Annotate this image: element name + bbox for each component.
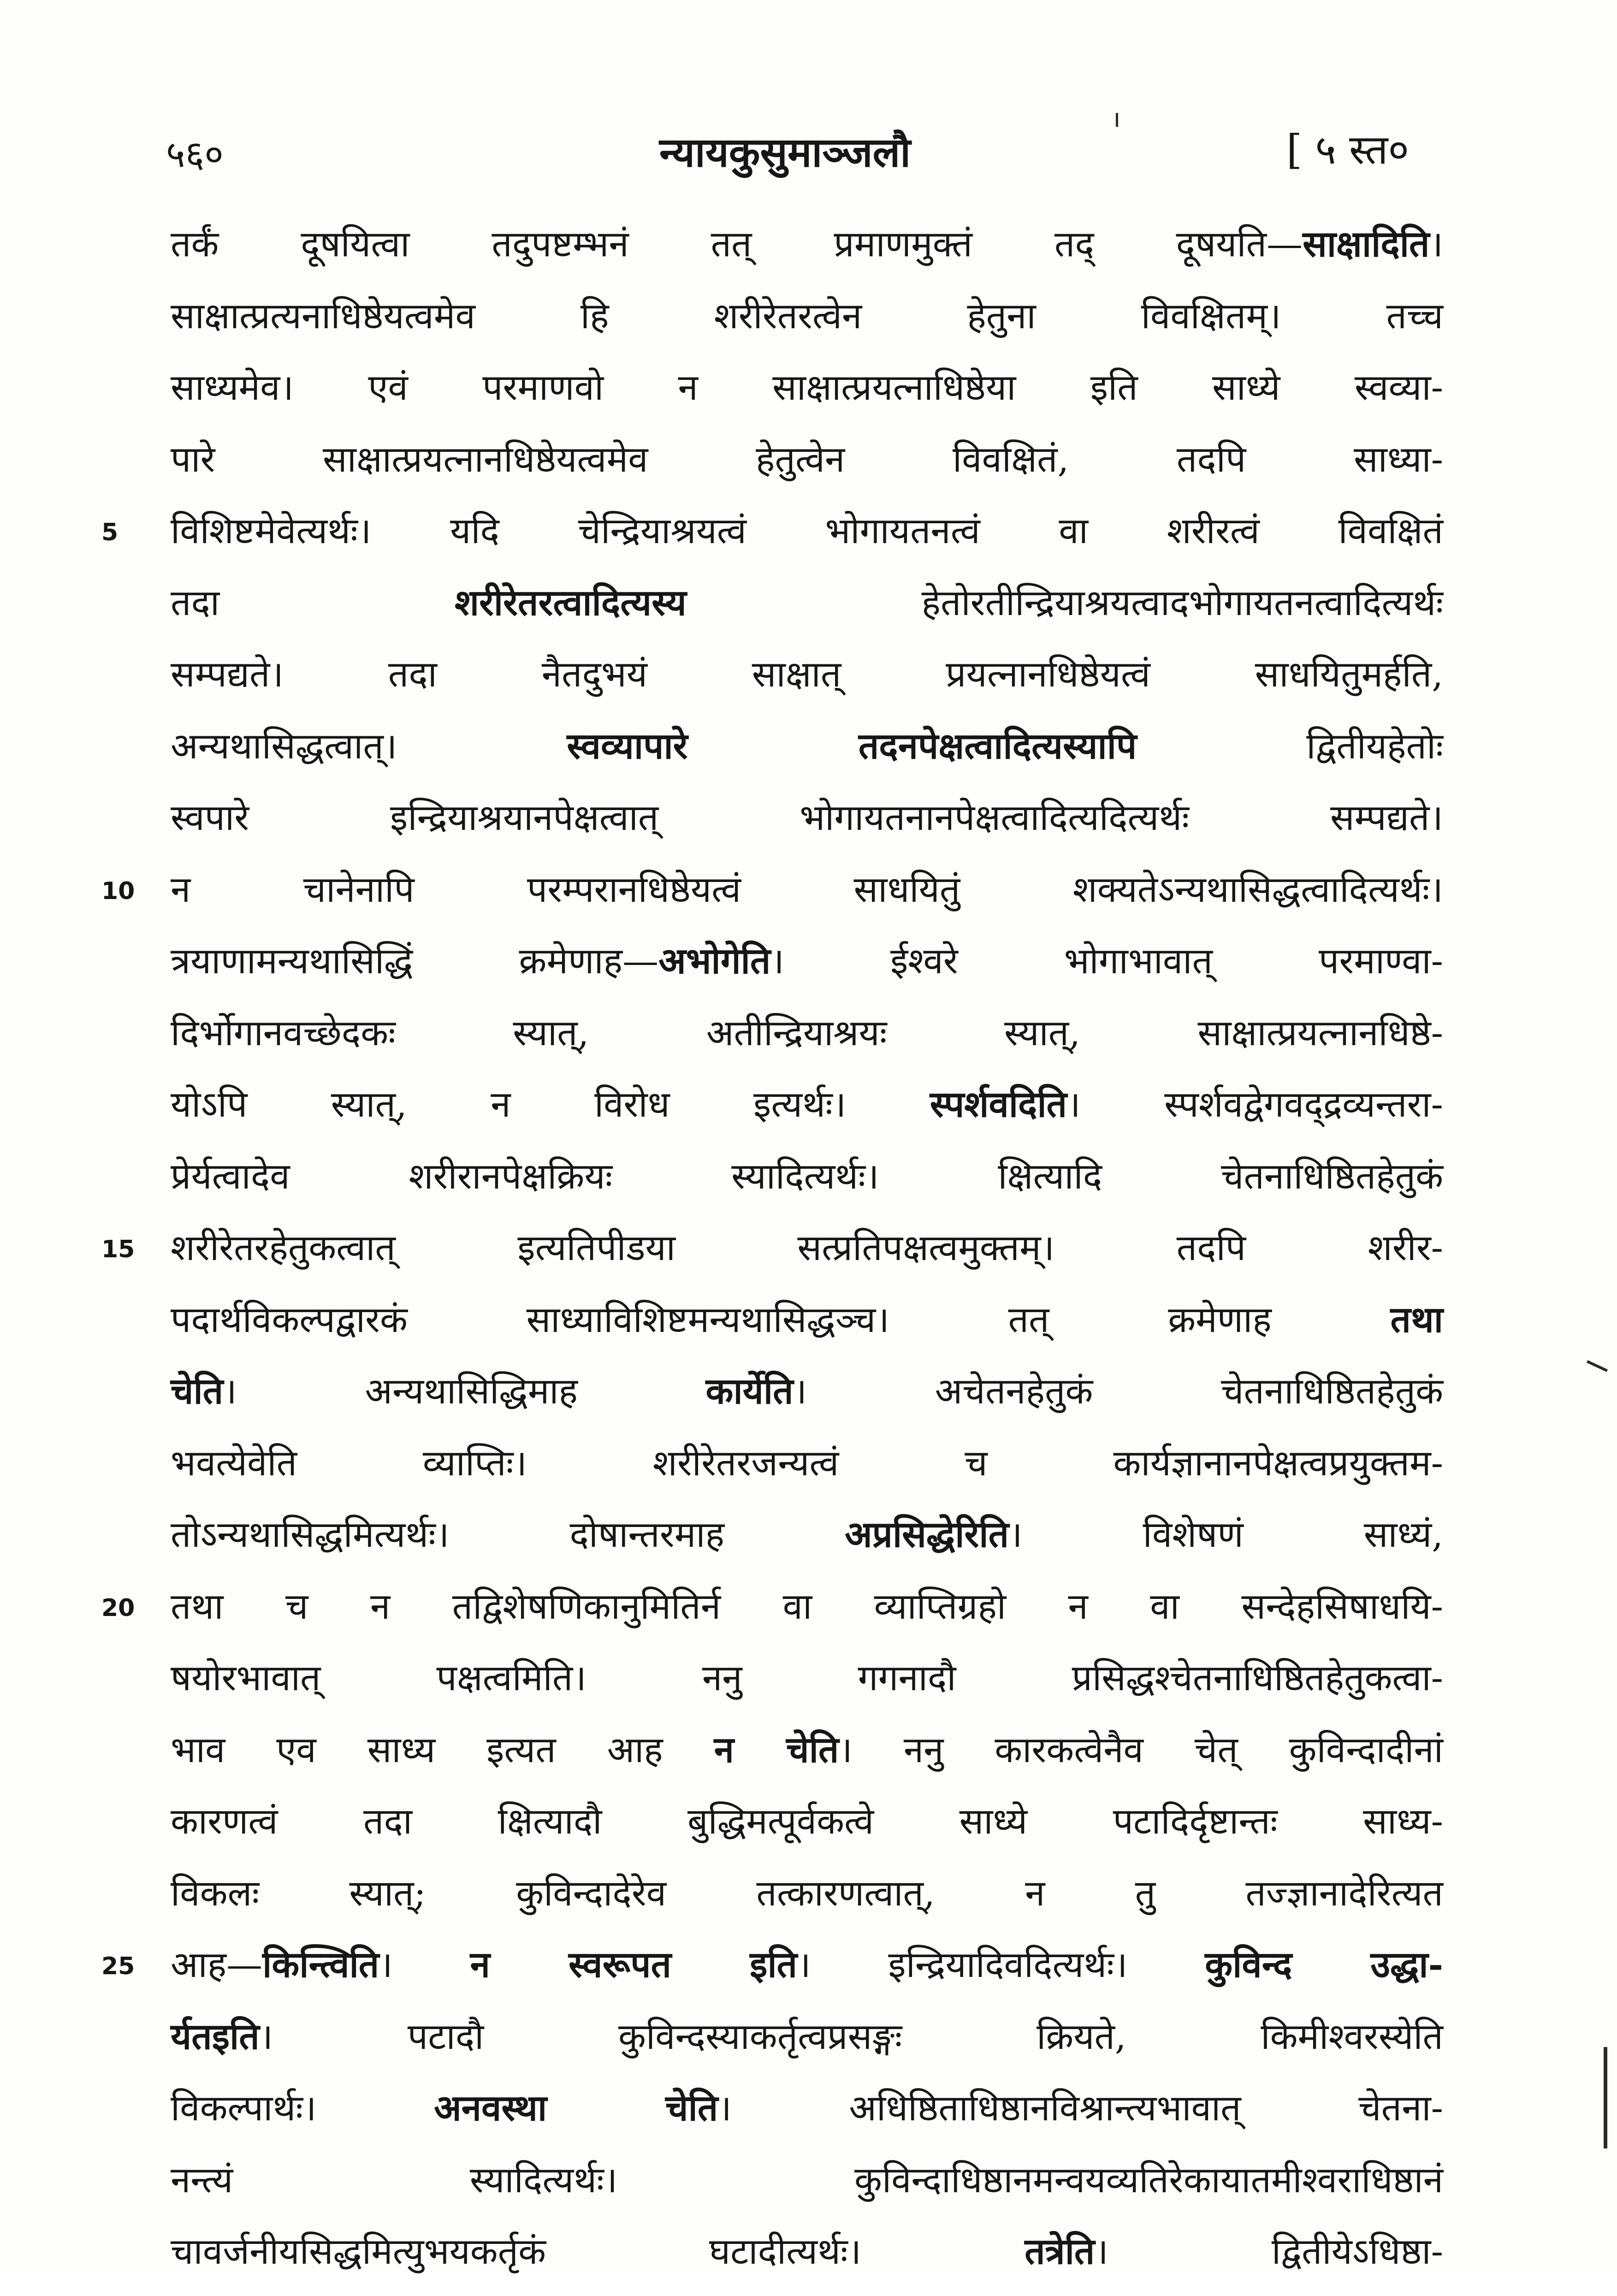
text-line — [101, 1937, 1444, 2009]
commentary-segment: भाव एव साध्य इत्यत आह — [171, 1729, 714, 1771]
lemma-text: न चेति — [714, 1728, 839, 1771]
text-line — [171, 1292, 1443, 1364]
text-line — [171, 2009, 1443, 2081]
lemma-text: तत्रेति — [1025, 2231, 1095, 2272]
text-line — [171, 2153, 1443, 2225]
page-number: ५६० — [166, 133, 224, 176]
text-line — [171, 1436, 1443, 1508]
commentary-segment: । स्पर्शवद्वेगवद्द्रव्यन्तरा- — [1067, 1084, 1443, 1125]
commentary-segment: विकल्पार्थः। — [171, 2088, 434, 2129]
text-line — [171, 1149, 1443, 1221]
commentary-segment: । ननु कारकत्वेनैव चेत् कुविन्दादीनां — [839, 1729, 1443, 1771]
commentary-segment: षयोरभावात् पक्षत्वमिति। ननु गगनादौ प्रसिद्धश्चेतनाधिष्ठितहेतुकत्वा- — [171, 1657, 1443, 1699]
commentary-segment: विकलः स्यात्; कुविन्दादेरेव तत्कारणत्वात्, न तु तज्ज्ञानादेरित्यत — [171, 1872, 1443, 1914]
commentary-segment: पारे साक्षात्प्रयत्नानधिष्ठेयत्वमेव हेतुत्वेन विवक्षितं, तदपि साध्या- — [171, 438, 1443, 480]
text-line — [171, 1651, 1443, 1722]
commentary-segment: प्रेर्यत्वादेव शरीरानपेक्षक्रियः स्यादित्यर्थः। क्षित्यादि चेतनाधिष्ठितहेतुकं — [171, 1155, 1443, 1197]
scan-edge-mark — [1587, 1360, 1608, 1372]
commentary-segment: कारणत्वं तदा क्षित्यादौ बुद्धिमत्पूर्वकत्वे साध्ये पटादिर्दृष्टान्तः साध्य- — [171, 1801, 1443, 1842]
line-number: 25 — [101, 1953, 135, 1980]
line-number: 15 — [101, 1236, 135, 1263]
commentary-segment: । पटादौ कुविन्दस्याकर्तृत्वप्रसङ्गः क्रियते, किमीश्वरस्येति — [259, 2016, 1443, 2058]
commentary-segment: । द्वितीयेऽधिष्ठा- — [1095, 2231, 1443, 2272]
lemma-text: शरीरेतरत्वादित्यस्य — [454, 581, 687, 624]
commentary-segment: । — [1429, 224, 1443, 265]
text-line — [101, 1579, 1443, 1651]
commentary-segment: । अन्यथासिद्धिमाह — [223, 1371, 706, 1412]
text-line — [171, 1507, 1443, 1579]
commentary-segment: योऽपि स्यात्, न विरोध इत्यर्थः। — [171, 1084, 930, 1125]
commentary-segment: । — [379, 1944, 470, 1986]
commentary-segment: । इन्द्रियादिवदित्यर्थः। — [797, 1944, 1205, 1986]
text-line — [171, 289, 1443, 361]
commentary-segment: । अचेतनहेतुकं चेतनाधिष्ठितहेतुकं — [793, 1371, 1443, 1412]
text-line — [171, 1722, 1443, 1794]
lemma-text: साक्षादिति — [1303, 223, 1430, 265]
text-line — [171, 1866, 1443, 1938]
scan-edge-mark — [1116, 113, 1118, 127]
lemma-text: चेति — [171, 1370, 224, 1412]
section-marker: [ ५ स्त० — [1286, 126, 1410, 173]
lemma-text: अनवस्था चेति — [434, 2087, 718, 2129]
commentary-segment: नन्त्यं स्यादित्यर्थः। कुविन्दाधिष्ठानमन्वयव्यतिरेकायातमीश्वराधिष्ठानं — [171, 2159, 1443, 2201]
text-line — [171, 432, 1443, 504]
commentary-segment: भवत्येवेति व्याप्तिः। शरीरेतरजन्यत्वं च कार्यज्ञानानपेक्षत्वप्रयुक्तम- — [171, 1442, 1443, 1484]
lemma-text: अप्रसिद्धेरिति — [845, 1514, 1009, 1556]
commentary-segment: पदार्थविकल्पद्वारकं साध्याविशिष्टमन्यथासिद्धञ्च। तत् क्रमेणाह — [171, 1299, 1391, 1341]
text-line — [101, 1220, 1443, 1292]
commentary-segment: न चानेनापि परम्परानधिष्ठेयत्वं साधयितुं शक्यतेऽन्यथासिद्धत्वादित्यर्थः। — [171, 869, 1443, 911]
commentary-segment: सम्पद्यते। तदा नैतदुभयं साक्षात् प्रयत्नानधिष्ठेयत्वं साधयितुमर्हति, — [171, 654, 1443, 695]
text-line — [171, 360, 1443, 432]
commentary-segment: स्वपारे इन्द्रियाश्रयानपेक्षत्वात् भोगायतनानपेक्षत्वादित्यदित्यर्थः सम्पद्यते। — [171, 797, 1443, 839]
lemma-text: कुविन्द उद्धा- — [1205, 1944, 1444, 1986]
commentary-segment: दिर्भोगानवच्छेदकः स्यात्, अतीन्द्रियाश्रयः स्यात्, साक्षात्प्रयत्नानधिष्ठे- — [171, 1012, 1443, 1054]
line-number: 5 — [101, 519, 118, 546]
commentary-segment: विशिष्टमेवेत्यर्थः। यदि चेन्द्रियाश्रयत्वं भोगायतनत्वं वा शरीरत्वं विवक्षितं — [171, 510, 1443, 552]
text-line — [171, 1006, 1443, 1077]
lemma-text: न स्वरूपत इति — [470, 1944, 798, 1986]
commentary-segment: आह— — [171, 1944, 263, 1986]
commentary-segment: अन्यथासिद्धत्वात्। — [171, 725, 567, 767]
line-number: 10 — [101, 877, 135, 905]
line-number: 20 — [101, 1594, 135, 1622]
scan-edge-mark — [1604, 2047, 1607, 2148]
text-line — [171, 2224, 1443, 2296]
text-line — [171, 1077, 1443, 1149]
text-line — [171, 217, 1443, 289]
commentary-segment: । विशेषणं साध्यं, — [1009, 1514, 1443, 1556]
commentary-segment: । अधिष्ठिताधिष्ठानविश्रान्त्यभावात् चेतना- — [718, 2088, 1443, 2129]
running-head — [0, 108, 1617, 178]
commentary-text — [101, 217, 1444, 2296]
lemma-text: र्यतइति — [171, 2015, 260, 2058]
text-line — [171, 790, 1443, 862]
commentary-segment: त्रयाणामन्यथासिद्धिं क्रमेणाह— — [171, 941, 659, 982]
text-line — [171, 2081, 1443, 2153]
lemma-text: तथा — [1390, 1298, 1443, 1341]
commentary-segment: तोऽन्यथासिद्धमित्यर्थः। दोषान्तरमाह — [171, 1514, 845, 1556]
commentary-segment: तर्कं दूषयित्वा तदुपष्टम्भनं तत् प्रमाणमुक्तं तद् दूषयति— — [171, 224, 1303, 265]
commentary-segment: । ईश्वरे भोगाभावात् परमाण्वा- — [770, 941, 1443, 982]
commentary-segment: साक्षात्प्रत्यनाधिष्ठेयत्वमेव हि शरीरेतरत्वेन हेतुना विवक्षितम्। तच्च — [171, 295, 1443, 337]
text-line — [171, 575, 1443, 647]
text-line — [101, 862, 1443, 934]
lemma-text: अभोगेति — [658, 940, 771, 982]
lemma-text: किन्त्विति — [262, 1944, 379, 1986]
commentary-segment: तदा — [171, 582, 455, 624]
commentary-segment: हेतोरतीन्द्रियाश्रयत्वादभोगायतनत्वादित्यर्थः — [686, 582, 1443, 624]
text-line — [171, 934, 1443, 1006]
lemma-text: कार्येति — [705, 1370, 794, 1412]
running-title: न्यायकुसुमाञ्जलौ — [659, 128, 911, 176]
commentary-segment: साध्यमेव। एवं परमाणवो न साक्षात्प्रयत्नाधिष्ठेया इति साध्ये स्वव्या- — [171, 367, 1443, 408]
lemma-text: स्वव्यापारे तदनपेक्षत्वादित्यस्यापि — [567, 725, 1137, 767]
text-line — [171, 647, 1443, 719]
text-line — [171, 1794, 1443, 1866]
text-line — [101, 503, 1443, 575]
commentary-segment: चावर्जनीयसिद्धमित्युभयकर्तृकं घटादीत्यर्थः। — [171, 2231, 1025, 2272]
commentary-segment: शरीरेतरहेतुकत्वात् इत्यतिपीडया सत्प्रतिपक्षत्वमुक्तम्। तदपि शरीर- — [171, 1227, 1443, 1269]
text-line — [171, 719, 1443, 791]
lemma-text: स्पर्शवदिति — [930, 1083, 1067, 1125]
commentary-segment: द्वितीयहेतोः — [1137, 725, 1443, 767]
text-line — [171, 1364, 1443, 1436]
commentary-segment: तथा च न तद्विशेषणिकानुमितिर्न वा व्याप्तिग्रहो न वा सन्देहसिषाधयि- — [171, 1586, 1443, 1627]
